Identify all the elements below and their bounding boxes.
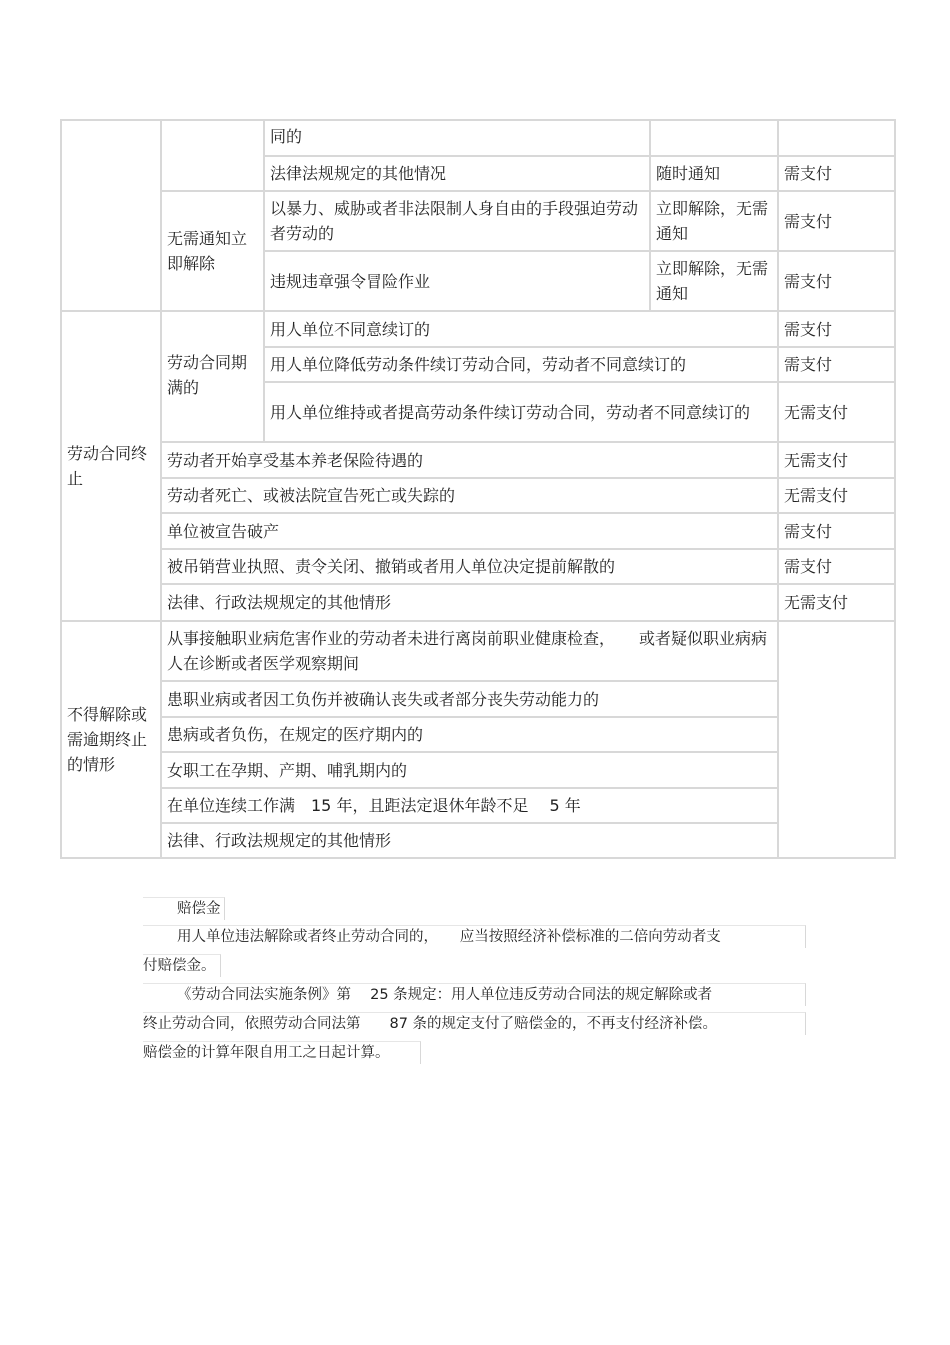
pay-cell: 需支付 (778, 347, 895, 382)
pay-cell: 需支付 (778, 311, 895, 347)
subcategory-cell: 劳动合同期满的 (161, 311, 264, 442)
pay-cell: 需支付 (778, 549, 895, 584)
pay-cell (778, 120, 895, 156)
reason-cell: 法律、行政法规规定的其他情形 (161, 823, 778, 858)
category-cell-empty (161, 120, 264, 191)
reason-cell: 同的 (264, 120, 650, 156)
pay-cell-empty (778, 621, 895, 858)
table-row (61, 442, 895, 478)
table-row (61, 681, 895, 717)
table-row (61, 478, 895, 513)
reason-cell: 女职工在孕期、产期、哺乳期内的 (161, 752, 778, 788)
pay-cell: 需支付 (778, 513, 895, 549)
pay-cell: 需支付 (778, 251, 895, 311)
category-cell: 无需通知立即解除 (161, 191, 264, 311)
pay-cell: 需支付 (778, 156, 895, 191)
pay-cell: 无需支付 (778, 478, 895, 513)
group-cell-empty (61, 120, 161, 311)
pay-cell: 无需支付 (778, 382, 895, 442)
table-row (61, 549, 895, 584)
section-heading (143, 897, 225, 920)
reason-cell: 单位被宣告破产 (161, 513, 778, 549)
paragraph-regulation (143, 983, 805, 1064)
reason-cell: 用人单位维持或者提高劳动条件续订劳动合同，劳动者不同意续订的 (264, 382, 778, 442)
pay-cell: 需支付 (778, 191, 895, 251)
table-row (61, 311, 895, 347)
paragraph-compensation (143, 925, 805, 977)
table-row (61, 191, 895, 251)
paragraph-line: 《劳动合同法实施条例》第 25 条规定：用人单位违反劳动合同法的规定解除或者 (143, 983, 806, 1006)
reason-cell: 法律法规规定的其他情况 (264, 156, 650, 191)
reason-cell: 劳动者开始享受基本养老保险待遇的 (161, 442, 778, 478)
table-row (61, 752, 895, 788)
reason-cell: 在单位连续工作满 15 年，且距法定退休年龄不足 5 年 (161, 788, 778, 823)
heading-text: 赔偿金 (143, 897, 225, 920)
reason-cell: 劳动者死亡、或被法院宣告死亡或失踪的 (161, 478, 778, 513)
notice-cell: 立即解除，无需通知 (650, 251, 778, 311)
paragraph-line: 赔偿金的计算年限自用工之日起计算。 (143, 1041, 421, 1064)
notice-cell (650, 120, 778, 156)
reason-cell: 患职业病或者因工负伤并被确认丧失或者部分丧失劳动能力的 (161, 681, 778, 717)
table-row (61, 584, 895, 621)
reason-cell: 违规违章强令冒险作业 (264, 251, 650, 311)
notice-cell: 随时通知 (650, 156, 778, 191)
reason-cell: 用人单位不同意续订的 (264, 311, 778, 347)
pay-cell: 无需支付 (778, 584, 895, 621)
table-row (61, 717, 895, 752)
group-cell: 劳动合同终止 (61, 311, 161, 621)
paragraph-line: 终止劳动合同，依照劳动合同法第 87 条的规定支付了赔偿金的，不再支付经济补偿。 (143, 1012, 806, 1035)
severance-table (60, 119, 896, 859)
table-row (61, 120, 895, 156)
reason-cell: 从事接触职业病危害作业的劳动者未进行离岗前职业健康检查， 或者疑似职业病病人在诊断或者医学观察期间 (161, 621, 778, 681)
table-row (61, 513, 895, 549)
reason-cell: 患病或者负伤，在规定的医疗期内的 (161, 717, 778, 752)
reason-cell: 以暴力、威胁或者非法限制人身自由的手段强迫劳动者劳动的 (264, 191, 650, 251)
table-row (61, 823, 895, 858)
paragraph-line: 付赔偿金。 (143, 954, 221, 977)
reason-cell: 法律、行政法规规定的其他情形 (161, 584, 778, 621)
paragraph-line: 用人单位违法解除或者终止劳动合同的， 应当按照经济补偿标准的二倍向劳动者支 (143, 925, 806, 948)
notice-cell: 立即解除，无需通知 (650, 191, 778, 251)
table-row (61, 788, 895, 823)
pay-cell: 无需支付 (778, 442, 895, 478)
reason-cell: 被吊销营业执照、责令关闭、撤销或者用人单位决定提前解散的 (161, 549, 778, 584)
group-cell: 不得解除或需逾期终止的情形 (61, 621, 161, 858)
reason-cell: 用人单位降低劳动条件续订劳动合同，劳动者不同意续订的 (264, 347, 778, 382)
table-row (61, 621, 895, 681)
